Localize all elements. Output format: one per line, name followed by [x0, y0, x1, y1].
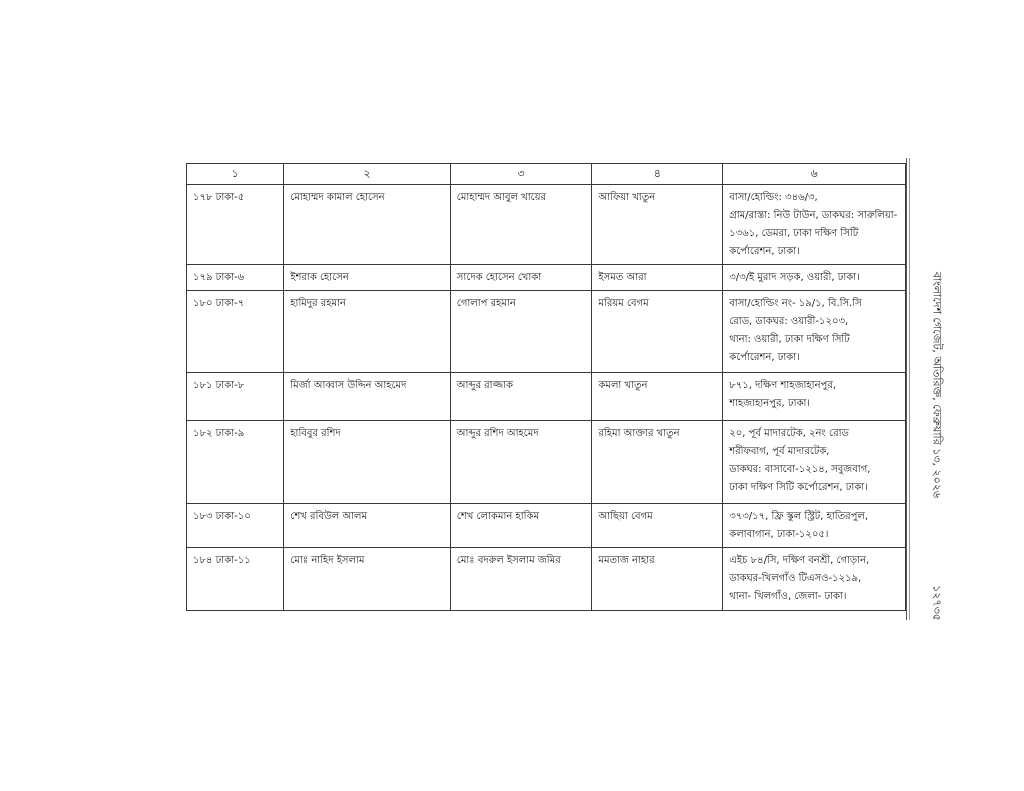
candidate-name-cell: মোঃ নাহিদ ইসলাম: [284, 548, 451, 611]
father-name-cell: শেখ লোকমান হাকিম: [450, 504, 592, 548]
address-cell: [723, 548, 906, 611]
column-header: ৪: [592, 164, 723, 185]
father-name-cell: মোঃ বদরুল ইসলাম জমির: [450, 548, 592, 611]
constituency-cell: ১৮৪ ঢাকা-১১: [187, 548, 284, 611]
candidate-name-cell: মোহাম্মদ কামাল হোসেন: [284, 185, 451, 265]
address-line: ঢাকা দক্ষিণ সিটি কর্পোরেশন, ঢাকা।: [729, 482, 868, 493]
address-cell: [723, 265, 906, 291]
address-line: ৩/৩/ই মুরাদ সড়ক, ওয়ারী, ঢাকা।: [729, 272, 860, 283]
constituency-cell: ১৮০ ঢাকা-৭: [187, 291, 284, 373]
address-line: শাহজাহানপুর, ঢাকা।: [729, 398, 810, 409]
father-name-cell: গোলাপ রহমান: [450, 291, 592, 373]
address-line: ১৩৬১, ডেমরা, ঢাকা দক্ষিণ সিটি: [729, 228, 859, 239]
mother-name-cell: মরিয়ম বেগম: [592, 291, 723, 373]
father-name-cell: আব্দুর রশিদ আহমেদ: [450, 421, 592, 504]
address-line: গ্রাম/রাস্তা: নিউ টাউন, ডাকঘর: সারুলিয়া-: [729, 210, 898, 221]
address-line: কর্পোরেশন, ঢাকা।: [729, 246, 800, 257]
constituency-cell: ১৮১ ঢাকা-৮: [187, 373, 284, 421]
address-line: ৮৭১, দক্ষিণ শাহজাহানপুর,: [729, 380, 837, 391]
father-name-cell: আব্দুর রাজ্জাক: [450, 373, 592, 421]
candidate-name-cell: মির্জা আব্বাস উদ্দিন আহমেদ: [284, 373, 451, 421]
address-line: থানা- খিলগাঁও, জেলা- ঢাকা।: [729, 591, 847, 602]
address-cell: [723, 373, 906, 421]
father-name-cell: মোহাম্মদ আবুল খায়ের: [450, 185, 592, 265]
candidate-name-cell: শেখ রবিউল আলম: [284, 504, 451, 548]
table-row: [187, 265, 906, 291]
address-line: শরীফবাগ, পূর্ব মাদারটেক,: [729, 446, 830, 457]
table-row: [187, 421, 906, 504]
candidate-name-cell: হামিদুর রহমান: [284, 291, 451, 373]
page-number: ১২৭৩৫: [930, 585, 944, 621]
table-row: [187, 504, 906, 548]
address-line: ডাকঘর: বাসাবো-১২১৪, সবুজবাগ,: [729, 464, 871, 475]
column-header: ১: [187, 164, 284, 185]
mother-name-cell: কমলা খাতুন: [592, 373, 723, 421]
constituency-cell: ১৮৩ ঢাকা-১০: [187, 504, 284, 548]
table-row: [187, 291, 906, 373]
column-header: ৩: [450, 164, 592, 185]
table-row: [187, 373, 906, 421]
candidate-name-cell: ইশরাক হোসেন: [284, 265, 451, 291]
address-cell: [723, 185, 906, 265]
constituency-cell: ১৮২ ঢাকা-৯: [187, 421, 284, 504]
father-name-cell: সাদেক হোসেন খোকা: [450, 265, 592, 291]
column-header: ৬: [723, 164, 906, 185]
address-line: কর্পোরেশন, ঢাকা।: [729, 352, 800, 363]
mother-name-cell: আছিয়া বেগম: [592, 504, 723, 548]
address-line: থানা: ওয়ারী, ঢাকা দক্ষিণ সিটি: [729, 334, 850, 345]
mother-name-cell: আফিয়া খাতুন: [592, 185, 723, 265]
margin-divider: [909, 158, 910, 620]
running-header: বাংলাদেশ গেজেট, অতিরিক্ত, ফেব্রুয়ারি ১৩, ২০২৬: [930, 271, 944, 499]
table-row: [187, 548, 906, 611]
address-line: ৩৭৩/১৭, ফ্রি স্কুল স্ট্রিট, হাতিরপুল,: [729, 511, 869, 522]
header-row: [187, 164, 906, 185]
address-line: ডাকঘর-খিলগাঁও টিএসও-১২১৯,: [729, 573, 862, 584]
candidate-table: [186, 163, 906, 611]
address-cell: [723, 504, 906, 548]
mother-name-cell: মমতাজ নাহার: [592, 548, 723, 611]
constituency-cell: ১৭৮ ঢাকা-৫: [187, 185, 284, 265]
address-line: এইচ ৮৪/সি, দক্ষিণ বনশ্রী, গোড়ান,: [729, 555, 870, 566]
mother-name-cell: ইসমত আরা: [592, 265, 723, 291]
address-line: কলাবাগান, ঢাকা-১২০৫।: [729, 529, 829, 540]
address-cell: [723, 291, 906, 373]
address-line: বাসা/হোল্ডিং নং- ১৯/১, বি.সি.সি: [729, 298, 862, 309]
mother-name-cell: রহিমা আক্তার খাতুন: [592, 421, 723, 504]
address-line: ২০, পূর্ব মাদারটেক, ২নং রোড: [729, 428, 849, 439]
constituency-cell: ১৭৯ ঢাকা-৬: [187, 265, 284, 291]
margin-divider: [906, 158, 907, 620]
address-line: রোড, ডাকঘর: ওয়ারী-১২০৩,: [729, 316, 849, 327]
candidate-name-cell: হাবিবুর রশিদ: [284, 421, 451, 504]
address-line: বাসা/হোল্ডিং: ৩৪৬/৩,: [729, 192, 818, 203]
address-cell: [723, 421, 906, 504]
column-header: ২: [284, 164, 451, 185]
table-row: [187, 185, 906, 265]
